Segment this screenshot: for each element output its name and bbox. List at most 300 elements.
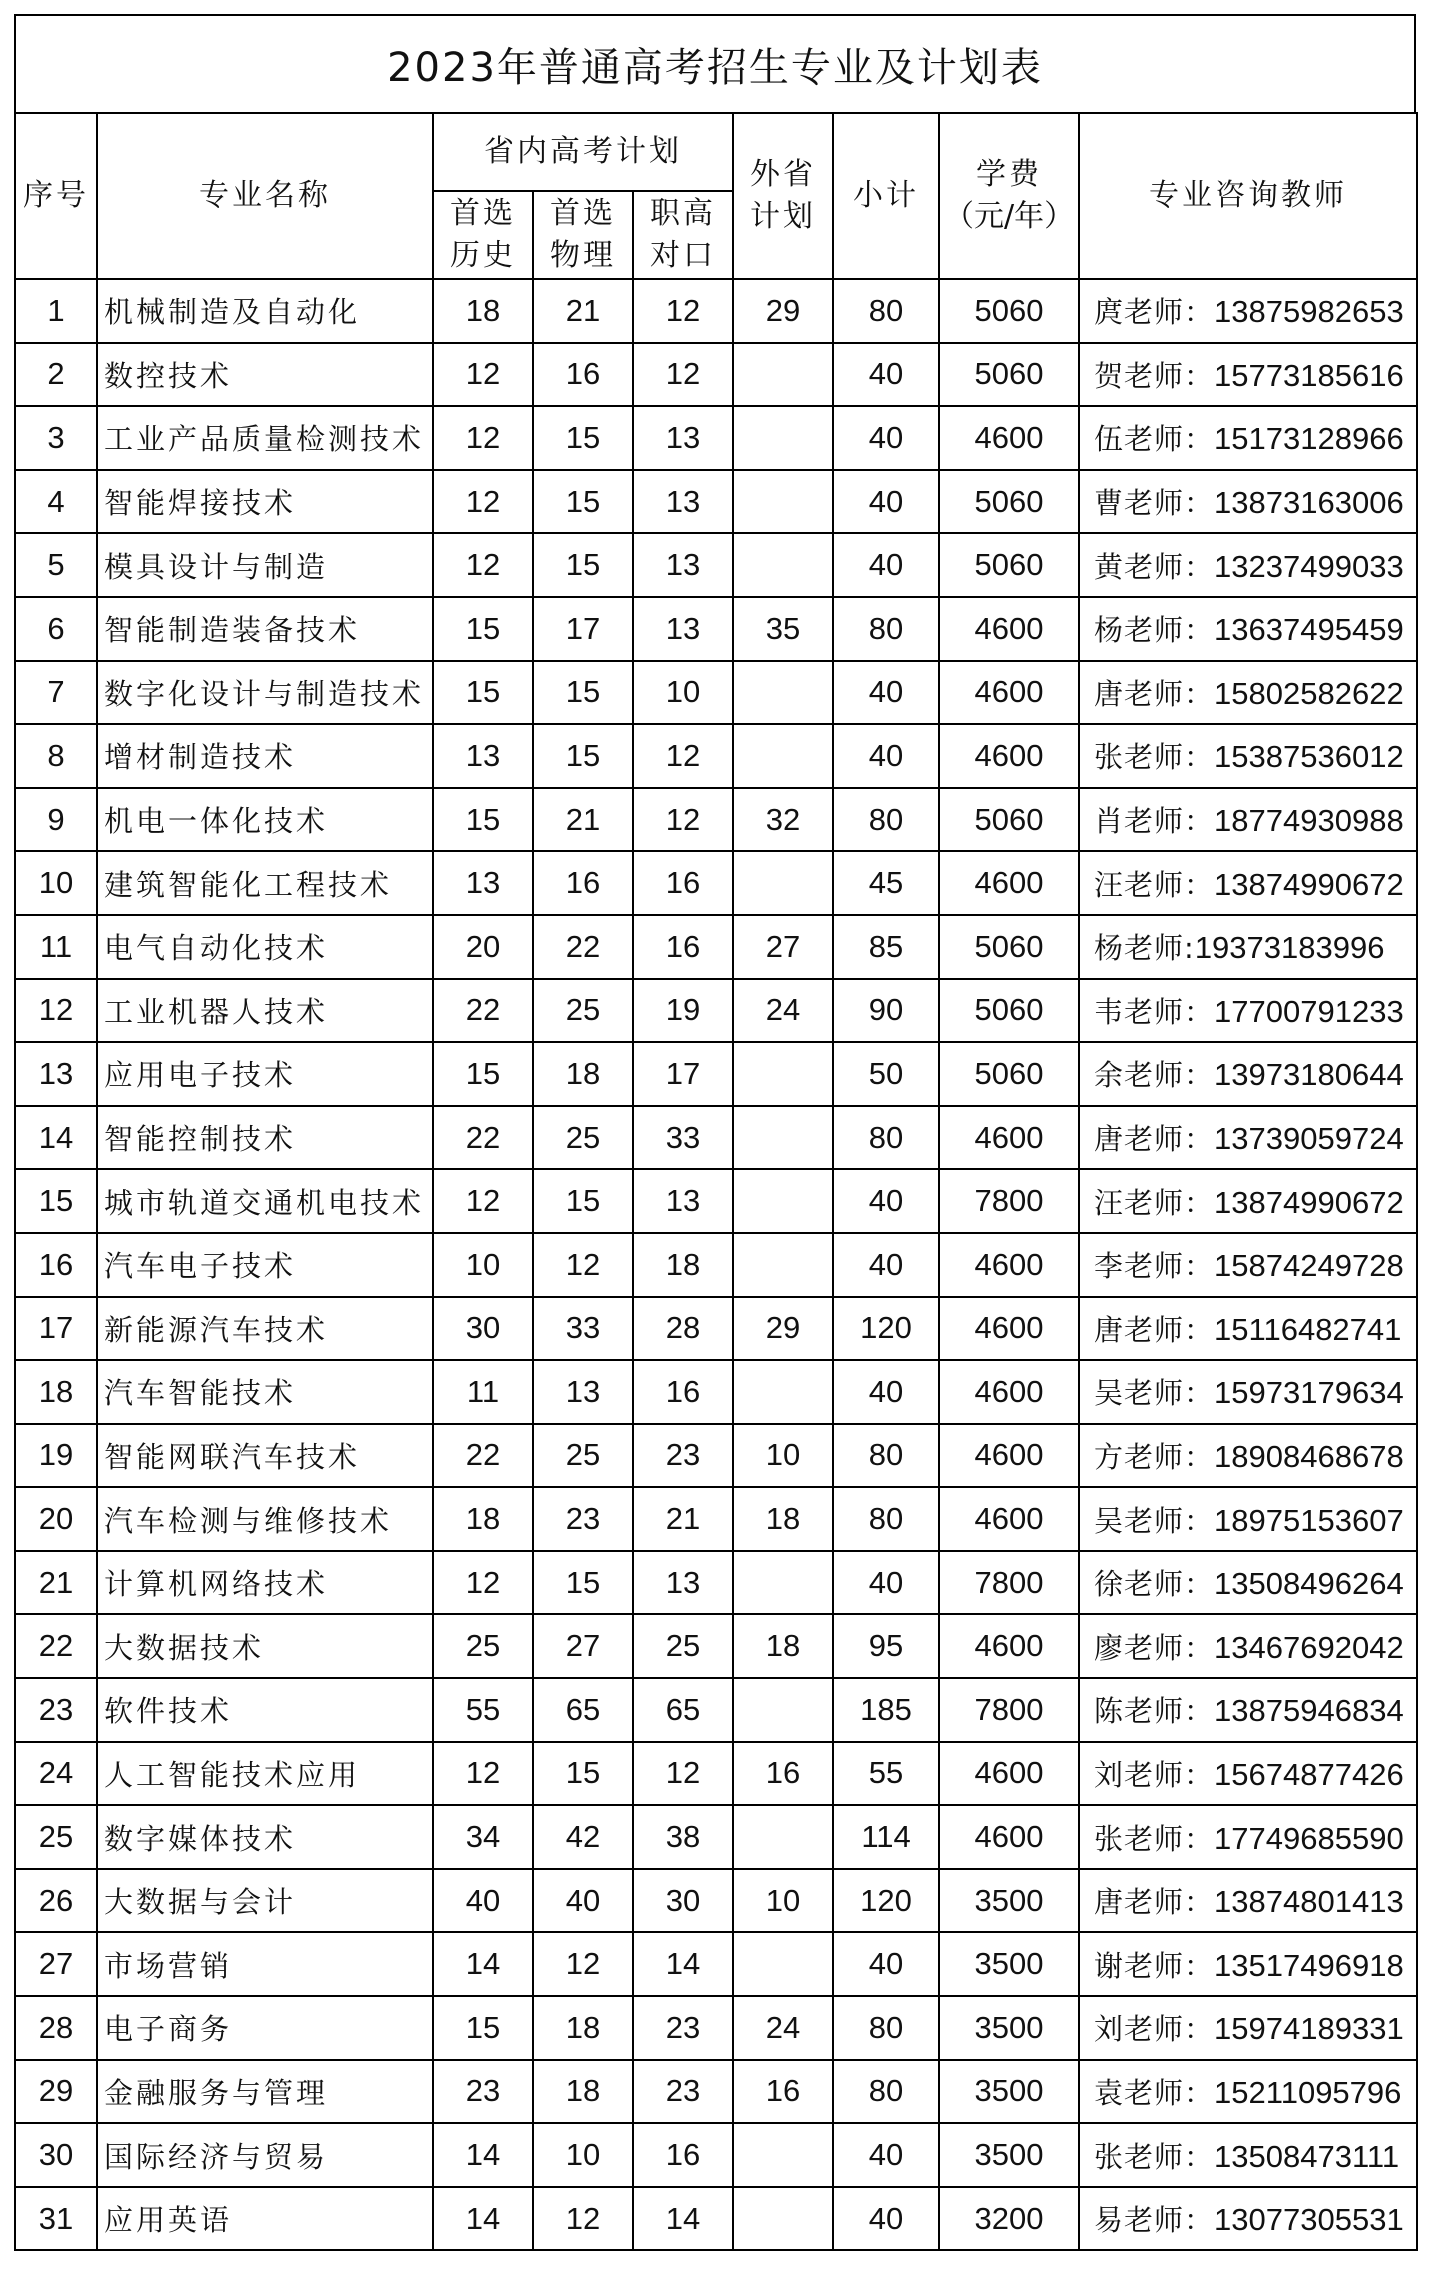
teacher-phone: 19373183996 — [1194, 930, 1385, 966]
cell-seq: 29 — [15, 2060, 97, 2124]
cell-physics: 23 — [533, 1487, 633, 1551]
cell-physics: 42 — [533, 1805, 633, 1869]
cell-physics: 25 — [533, 1424, 633, 1488]
teacher-name: 唐老师： — [1094, 1885, 1215, 1920]
cell-history: 10 — [433, 1233, 533, 1297]
teacher-phone: 15874249728 — [1214, 1248, 1404, 1284]
cell-out-province — [733, 1805, 833, 1869]
table-row — [15, 597, 1417, 661]
teacher-name: 刘老师： — [1094, 2012, 1215, 2047]
cell-major-name: 模具设计与制造 — [97, 533, 433, 597]
cell-tuition: 4600 — [939, 406, 1079, 470]
cell-history: 11 — [433, 1360, 533, 1424]
cell-out-province — [733, 343, 833, 407]
cell-out-province — [733, 2123, 833, 2187]
cell-tuition: 5060 — [939, 343, 1079, 407]
teacher-name: 张老师： — [1094, 2139, 1215, 2174]
cell-subtotal: 40 — [833, 724, 939, 788]
cell-seq: 24 — [15, 1742, 97, 1806]
cell-teacher — [1079, 2187, 1417, 2251]
teacher-name: 易老师： — [1094, 2203, 1215, 2238]
page-title: 2023年普通高考招生专业及计划表 — [387, 44, 1043, 91]
cell-subtotal: 40 — [833, 533, 939, 597]
cell-history: 18 — [433, 279, 533, 343]
cell-major-name: 机电一体化技术 — [97, 788, 433, 852]
teacher-name: 张老师： — [1094, 740, 1215, 775]
cell-physics: 21 — [533, 788, 633, 852]
header-tuition-line1: 学费 — [976, 157, 1043, 192]
cell-history: 22 — [433, 1424, 533, 1488]
cell-teacher — [1079, 1932, 1417, 1996]
cell-major-name: 智能网联汽车技术 — [97, 1424, 433, 1488]
cell-vocational: 18 — [633, 1233, 733, 1297]
cell-history: 12 — [433, 533, 533, 597]
cell-vocational: 13 — [633, 597, 733, 661]
teacher-phone: 15802582622 — [1214, 675, 1404, 711]
cell-major-name: 汽车电子技术 — [97, 1233, 433, 1297]
cell-seq: 25 — [15, 1805, 97, 1869]
header-major: 专业名称 — [97, 113, 433, 279]
cell-history: 15 — [433, 661, 533, 725]
cell-major-name: 大数据与会计 — [97, 1869, 433, 1933]
cell-history: 12 — [433, 343, 533, 407]
cell-tuition: 3200 — [939, 2187, 1079, 2251]
cell-history: 12 — [433, 470, 533, 534]
cell-seq: 31 — [15, 2187, 97, 2251]
table-row — [15, 2123, 1417, 2187]
cell-seq: 14 — [15, 1106, 97, 1170]
cell-major-name: 智能焊接技术 — [97, 470, 433, 534]
header-vocational — [633, 191, 733, 279]
teacher-name: 刘老师： — [1094, 1757, 1215, 1792]
cell-history: 22 — [433, 979, 533, 1043]
teacher-phone: 15974189331 — [1214, 2011, 1404, 2047]
cell-physics: 17 — [533, 597, 633, 661]
table-row — [15, 1614, 1417, 1678]
cell-physics: 12 — [533, 1233, 633, 1297]
cell-tuition: 5060 — [939, 533, 1079, 597]
cell-major-name: 数字化设计与制造技术 — [97, 661, 433, 725]
cell-physics: 27 — [533, 1614, 633, 1678]
cell-teacher — [1079, 1233, 1417, 1297]
cell-out-province — [733, 533, 833, 597]
cell-subtotal: 80 — [833, 1996, 939, 2060]
teacher-name: 方老师： — [1094, 1439, 1215, 1474]
cell-seq: 11 — [15, 915, 97, 979]
teacher-name: 唐老师： — [1094, 676, 1215, 711]
teacher-phone: 13517496918 — [1214, 1947, 1404, 1983]
table-row — [15, 1805, 1417, 1869]
cell-physics: 15 — [533, 533, 633, 597]
cell-physics: 21 — [533, 279, 633, 343]
cell-subtotal: 80 — [833, 597, 939, 661]
table-row — [15, 470, 1417, 534]
cell-history: 25 — [433, 1614, 533, 1678]
table-row — [15, 1678, 1417, 1742]
cell-subtotal: 40 — [833, 1551, 939, 1615]
cell-teacher — [1079, 1487, 1417, 1551]
teacher-name: 黄老师： — [1094, 549, 1215, 584]
cell-seq: 22 — [15, 1614, 97, 1678]
cell-out-province — [733, 406, 833, 470]
cell-teacher — [1079, 1869, 1417, 1933]
cell-teacher — [1079, 979, 1417, 1043]
header-teacher: 专业咨询教师 — [1079, 113, 1417, 279]
cell-physics: 25 — [533, 1106, 633, 1170]
cell-vocational: 14 — [633, 1932, 733, 1996]
cell-seq: 1 — [15, 279, 97, 343]
cell-subtotal: 40 — [833, 2187, 939, 2251]
enrollment-table — [14, 112, 1418, 2251]
cell-tuition: 4600 — [939, 1805, 1079, 1869]
table-row — [15, 2187, 1417, 2251]
header-physics — [533, 191, 633, 279]
header-seq: 序号 — [15, 113, 97, 279]
teacher-name: 杨老师: — [1094, 931, 1195, 966]
cell-physics: 22 — [533, 915, 633, 979]
cell-major-name: 新能源汽车技术 — [97, 1297, 433, 1361]
teacher-phone: 13508473111 — [1214, 2138, 1400, 2174]
cell-out-province: 18 — [733, 1614, 833, 1678]
cell-major-name: 机械制造及自动化 — [97, 279, 433, 343]
cell-seq: 13 — [15, 1042, 97, 1106]
cell-vocational: 28 — [633, 1297, 733, 1361]
cell-vocational: 16 — [633, 915, 733, 979]
teacher-phone: 13874990672 — [1214, 866, 1404, 902]
cell-out-province — [733, 1551, 833, 1615]
cell-out-province — [733, 1360, 833, 1424]
cell-out-province: 27 — [733, 915, 833, 979]
table-row — [15, 1233, 1417, 1297]
table-row — [15, 1742, 1417, 1806]
cell-major-name: 增材制造技术 — [97, 724, 433, 788]
cell-seq: 16 — [15, 1233, 97, 1297]
teacher-phone: 13873163006 — [1214, 485, 1404, 521]
cell-physics: 13 — [533, 1360, 633, 1424]
cell-vocational: 13 — [633, 1551, 733, 1615]
cell-physics: 40 — [533, 1869, 633, 1933]
cell-out-province: 16 — [733, 1742, 833, 1806]
cell-tuition: 4600 — [939, 1614, 1079, 1678]
cell-seq: 26 — [15, 1869, 97, 1933]
cell-vocational: 10 — [633, 661, 733, 725]
teacher-name: 谢老师： — [1094, 1948, 1215, 1983]
cell-history: 15 — [433, 1996, 533, 2060]
cell-tuition: 4600 — [939, 1742, 1079, 1806]
table-row — [15, 1106, 1417, 1170]
header-vocational-line1: 职高 — [650, 196, 717, 231]
header-history-line2: 历史 — [450, 238, 516, 273]
teacher-phone: 15674877426 — [1214, 1756, 1404, 1792]
cell-tuition: 7800 — [939, 1169, 1079, 1233]
cell-tuition: 5060 — [939, 1042, 1079, 1106]
cell-vocational: 12 — [633, 343, 733, 407]
table-row — [15, 1551, 1417, 1615]
cell-teacher — [1079, 2123, 1417, 2187]
cell-major-name: 金融服务与管理 — [97, 2060, 433, 2124]
cell-history: 20 — [433, 915, 533, 979]
cell-physics: 12 — [533, 1932, 633, 1996]
cell-seq: 21 — [15, 1551, 97, 1615]
cell-physics: 10 — [533, 2123, 633, 2187]
cell-out-province: 29 — [733, 279, 833, 343]
teacher-name: 廖老师： — [1094, 1630, 1215, 1665]
cell-out-province — [733, 1678, 833, 1742]
cell-out-province: 10 — [733, 1424, 833, 1488]
cell-vocational: 13 — [633, 406, 733, 470]
cell-subtotal: 40 — [833, 470, 939, 534]
teacher-name: 吴老师： — [1094, 1376, 1215, 1411]
cell-out-province — [733, 470, 833, 534]
cell-history: 14 — [433, 2187, 533, 2251]
cell-subtotal: 185 — [833, 1678, 939, 1742]
cell-teacher — [1079, 1614, 1417, 1678]
teacher-name: 唐老师： — [1094, 1312, 1215, 1347]
cell-history: 23 — [433, 2060, 533, 2124]
cell-teacher — [1079, 1805, 1417, 1869]
cell-teacher — [1079, 1424, 1417, 1488]
teacher-name: 汪老师： — [1094, 1185, 1215, 1220]
cell-history: 55 — [433, 1678, 533, 1742]
cell-subtotal: 55 — [833, 1742, 939, 1806]
cell-vocational: 23 — [633, 1424, 733, 1488]
cell-out-province: 24 — [733, 1996, 833, 2060]
cell-subtotal: 114 — [833, 1805, 939, 1869]
cell-subtotal: 85 — [833, 915, 939, 979]
teacher-phone: 13637495459 — [1214, 612, 1404, 648]
cell-vocational: 38 — [633, 1805, 733, 1869]
cell-seq: 4 — [15, 470, 97, 534]
header-subtotal: 小计 — [833, 113, 939, 279]
cell-teacher — [1079, 851, 1417, 915]
cell-vocational: 12 — [633, 1742, 733, 1806]
cell-physics: 16 — [533, 851, 633, 915]
header-vocational-line2: 对口 — [650, 238, 717, 273]
cell-physics: 18 — [533, 1996, 633, 2060]
cell-vocational: 16 — [633, 851, 733, 915]
table-row — [15, 661, 1417, 725]
teacher-name: 曹老师： — [1094, 486, 1215, 521]
cell-history: 15 — [433, 597, 533, 661]
cell-out-province: 18 — [733, 1487, 833, 1551]
cell-physics: 15 — [533, 724, 633, 788]
cell-tuition: 4600 — [939, 724, 1079, 788]
cell-out-province — [733, 1169, 833, 1233]
teacher-phone: 13875982653 — [1214, 294, 1404, 330]
table-row — [15, 343, 1417, 407]
teacher-name: 肖老师： — [1094, 804, 1215, 839]
cell-major-name: 计算机网络技术 — [97, 1551, 433, 1615]
teacher-phone: 15973179634 — [1214, 1375, 1404, 1411]
cell-vocational: 25 — [633, 1614, 733, 1678]
cell-subtotal: 95 — [833, 1614, 939, 1678]
teacher-phone: 13973180644 — [1214, 1057, 1404, 1093]
teacher-phone: 18975153607 — [1214, 1502, 1404, 1538]
cell-out-province: 29 — [733, 1297, 833, 1361]
cell-subtotal: 40 — [833, 1233, 939, 1297]
cell-subtotal: 40 — [833, 1169, 939, 1233]
teacher-phone: 17700791233 — [1214, 993, 1404, 1029]
cell-vocational: 65 — [633, 1678, 733, 1742]
cell-history: 12 — [433, 1169, 533, 1233]
cell-subtotal: 80 — [833, 279, 939, 343]
cell-seq: 15 — [15, 1169, 97, 1233]
cell-tuition: 3500 — [939, 2060, 1079, 2124]
cell-tuition: 5060 — [939, 279, 1079, 343]
cell-teacher — [1079, 1042, 1417, 1106]
teacher-name: 唐老师： — [1094, 1122, 1215, 1157]
cell-history: 15 — [433, 1042, 533, 1106]
cell-vocational: 12 — [633, 788, 733, 852]
cell-history: 14 — [433, 2123, 533, 2187]
teacher-phone: 15211095796 — [1214, 2074, 1402, 2110]
cell-seq: 8 — [15, 724, 97, 788]
table-row — [15, 1487, 1417, 1551]
cell-out-province: 35 — [733, 597, 833, 661]
teacher-name: 汪老师： — [1094, 867, 1215, 902]
teacher-phone: 13508496264 — [1214, 1566, 1404, 1602]
teacher-name: 韦老师： — [1094, 994, 1215, 1029]
cell-vocational: 16 — [633, 1360, 733, 1424]
cell-physics: 15 — [533, 406, 633, 470]
cell-history: 15 — [433, 788, 533, 852]
teacher-phone: 15773185616 — [1214, 357, 1404, 393]
table-row — [15, 851, 1417, 915]
cell-teacher — [1079, 1297, 1417, 1361]
cell-physics: 65 — [533, 1678, 633, 1742]
cell-major-name: 汽车检测与维修技术 — [97, 1487, 433, 1551]
cell-major-name: 大数据技术 — [97, 1614, 433, 1678]
table-row — [15, 1360, 1417, 1424]
cell-major-name: 工业机器人技术 — [97, 979, 433, 1043]
cell-out-province: 10 — [733, 1869, 833, 1933]
cell-out-province — [733, 851, 833, 915]
cell-teacher — [1079, 1169, 1417, 1233]
cell-history: 12 — [433, 406, 533, 470]
teacher-name: 贺老师： — [1094, 358, 1215, 393]
cell-tuition: 7800 — [939, 1678, 1079, 1742]
cell-physics: 18 — [533, 1042, 633, 1106]
teacher-name: 李老师： — [1094, 1249, 1215, 1284]
cell-vocational: 12 — [633, 279, 733, 343]
cell-history: 18 — [433, 1487, 533, 1551]
teacher-phone: 13875946834 — [1214, 1693, 1404, 1729]
cell-vocational: 17 — [633, 1042, 733, 1106]
header-history — [433, 191, 533, 279]
cell-teacher — [1079, 1360, 1417, 1424]
teacher-phone: 18774930988 — [1214, 803, 1404, 839]
table-row — [15, 724, 1417, 788]
table-row — [15, 279, 1417, 343]
header-tuition-line2: （元/年） — [943, 199, 1075, 234]
cell-seq: 3 — [15, 406, 97, 470]
cell-seq: 30 — [15, 2123, 97, 2187]
cell-major-name: 应用电子技术 — [97, 1042, 433, 1106]
cell-history: 12 — [433, 1742, 533, 1806]
teacher-name: 庹老师： — [1094, 295, 1215, 330]
cell-major-name: 市场营销 — [97, 1932, 433, 1996]
cell-teacher — [1079, 343, 1417, 407]
cell-physics: 15 — [533, 1169, 633, 1233]
cell-vocational: 21 — [633, 1487, 733, 1551]
cell-seq: 23 — [15, 1678, 97, 1742]
table-row — [15, 915, 1417, 979]
cell-seq: 18 — [15, 1360, 97, 1424]
cell-seq: 20 — [15, 1487, 97, 1551]
cell-physics: 15 — [533, 470, 633, 534]
cell-major-name: 建筑智能化工程技术 — [97, 851, 433, 915]
cell-subtotal: 40 — [833, 661, 939, 725]
enrollment-plan-sheet — [14, 14, 1416, 2251]
cell-seq: 2 — [15, 343, 97, 407]
teacher-name: 伍老师： — [1094, 422, 1215, 457]
cell-seq: 27 — [15, 1932, 97, 1996]
table-row — [15, 1042, 1417, 1106]
cell-teacher — [1079, 1996, 1417, 2060]
cell-subtotal: 50 — [833, 1042, 939, 1106]
teacher-name: 袁老师： — [1094, 2075, 1215, 2110]
table-row — [15, 1169, 1417, 1233]
teacher-name: 陈老师： — [1094, 1694, 1215, 1729]
table-row — [15, 2060, 1417, 2124]
cell-seq: 5 — [15, 533, 97, 597]
cell-major-name: 电气自动化技术 — [97, 915, 433, 979]
cell-major-name: 工业产品质量检测技术 — [97, 406, 433, 470]
cell-major-name: 智能制造装备技术 — [97, 597, 433, 661]
cell-physics: 16 — [533, 343, 633, 407]
title-bar — [14, 14, 1416, 112]
cell-physics: 25 — [533, 979, 633, 1043]
cell-subtotal: 45 — [833, 851, 939, 915]
cell-subtotal: 80 — [833, 1487, 939, 1551]
teacher-phone: 13874801413 — [1214, 1884, 1404, 1920]
cell-teacher — [1079, 1106, 1417, 1170]
cell-major-name: 城市轨道交通机电技术 — [97, 1169, 433, 1233]
cell-out-province: 32 — [733, 788, 833, 852]
teacher-phone: 13739059724 — [1214, 1121, 1404, 1157]
cell-tuition: 5060 — [939, 915, 1079, 979]
cell-teacher — [1079, 1551, 1417, 1615]
cell-teacher — [1079, 597, 1417, 661]
cell-history: 30 — [433, 1297, 533, 1361]
cell-major-name: 人工智能技术应用 — [97, 1742, 433, 1806]
cell-subtotal: 40 — [833, 1932, 939, 1996]
cell-out-province — [733, 1932, 833, 1996]
cell-teacher — [1079, 470, 1417, 534]
cell-vocational: 16 — [633, 2123, 733, 2187]
teacher-phone: 13237499033 — [1214, 548, 1404, 584]
cell-subtotal: 40 — [833, 343, 939, 407]
cell-tuition: 4600 — [939, 1487, 1079, 1551]
cell-tuition: 4600 — [939, 1233, 1079, 1297]
table-row — [15, 788, 1417, 852]
cell-out-province: 24 — [733, 979, 833, 1043]
teacher-phone: 13467692042 — [1214, 1629, 1404, 1665]
cell-seq: 17 — [15, 1297, 97, 1361]
cell-vocational: 14 — [633, 2187, 733, 2251]
header-tuition — [939, 113, 1079, 279]
cell-out-province — [733, 1233, 833, 1297]
cell-vocational: 19 — [633, 979, 733, 1043]
table-row — [15, 1869, 1417, 1933]
cell-teacher — [1079, 406, 1417, 470]
teacher-name: 张老师： — [1094, 1821, 1215, 1856]
cell-tuition: 3500 — [939, 1996, 1079, 2060]
header-physics-line2: 物理 — [550, 238, 616, 273]
cell-tuition: 5060 — [939, 470, 1079, 534]
cell-out-province: 16 — [733, 2060, 833, 2124]
cell-seq: 19 — [15, 1424, 97, 1488]
